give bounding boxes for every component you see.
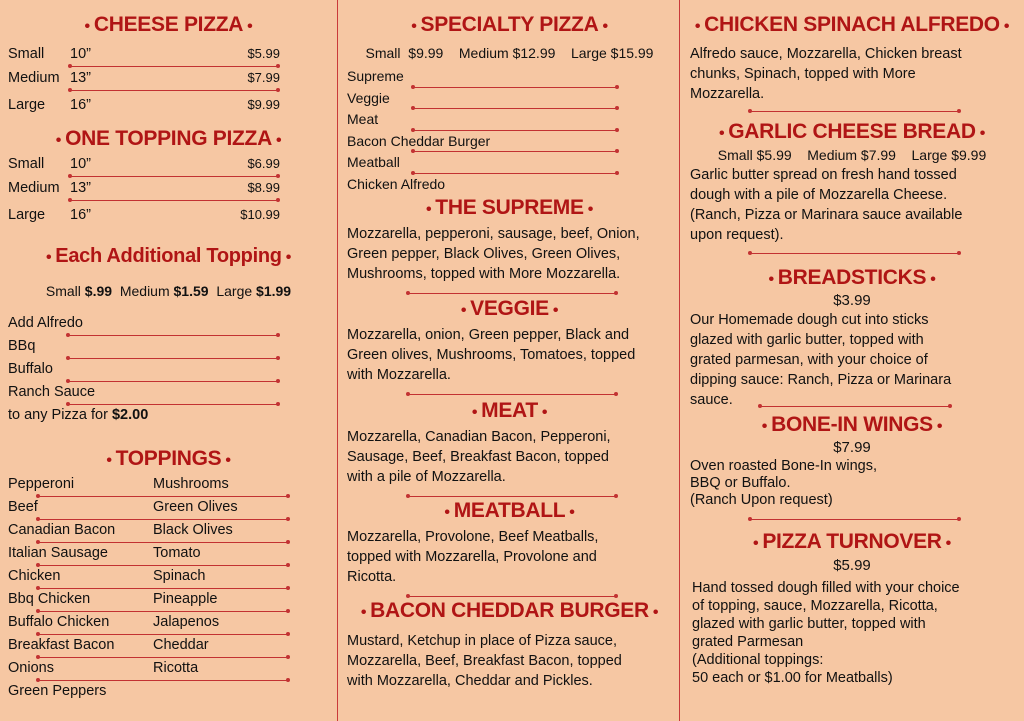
description-line: Mozzarella, Canadian Bacon, Pepperoni, bbox=[347, 429, 611, 445]
price-row: Small 10” $6.99 bbox=[8, 156, 280, 172]
toppings-list bbox=[8, 474, 298, 703]
list-item: Canadian Bacon Black Olives bbox=[8, 522, 233, 538]
description-line: 50 each or $1.00 for Meatballs) bbox=[692, 670, 893, 686]
divider bbox=[38, 519, 288, 520]
divider bbox=[408, 496, 616, 497]
size-price-line: Small $.99 Medium $1.59 Large $1.99 bbox=[45, 283, 292, 299]
divider bbox=[760, 406, 950, 407]
toppings-section bbox=[0, 447, 337, 473]
list-item: Onions Ricotta bbox=[8, 660, 199, 676]
divider bbox=[413, 151, 617, 152]
price-row: Medium 13” $8.99 bbox=[8, 180, 280, 196]
divider bbox=[413, 108, 617, 109]
list-item: BBq bbox=[8, 338, 36, 354]
list-item: Buffalo Chicken Jalapenos bbox=[8, 614, 220, 630]
section-title: • TOPPINGS • bbox=[106, 447, 231, 470]
additional-items-list bbox=[8, 313, 278, 427]
list-item: Chicken Spinach bbox=[8, 568, 206, 584]
section-title: • CHICKEN SPINACH ALFREDO • bbox=[694, 13, 1010, 36]
description-line: Garlic butter spread on fresh hand tossed bbox=[690, 167, 957, 183]
list-item: Italian Sausage Tomato bbox=[8, 545, 201, 561]
cheese-pizza-prices bbox=[8, 44, 298, 117]
section-title: • BACON CHEDDAR BURGER • bbox=[360, 599, 659, 622]
description-line: Ricotta. bbox=[347, 569, 397, 585]
section-title: • GARLIC CHEESE BREAD • bbox=[718, 120, 986, 143]
section-title: • PIZZA TURNOVER • bbox=[753, 530, 951, 553]
description-line: Green pepper, Black Olives, Green Olives, bbox=[347, 246, 621, 262]
description-line: BBQ or Buffalo. bbox=[690, 475, 791, 491]
description-line: with Mozzarella, Cheddar and Pickles. bbox=[347, 673, 593, 689]
list-item: Bacon Cheddar Burger bbox=[347, 132, 491, 149]
divider bbox=[408, 596, 616, 597]
price-row: Small 10” $5.99 bbox=[8, 46, 280, 62]
divider bbox=[38, 588, 288, 589]
description-line: with Mozzarella. bbox=[347, 367, 451, 383]
specialty-list bbox=[347, 66, 617, 194]
price-row: Large 16” $10.99 bbox=[8, 207, 280, 223]
price-row: Medium 13” $7.99 bbox=[8, 70, 280, 86]
bacon-cheddar-burger-section bbox=[338, 599, 681, 691]
description-line: Sausage, Beef, Breakfast Bacon, topped bbox=[347, 449, 609, 465]
list-item: Beef Green Olives bbox=[8, 499, 238, 515]
divider bbox=[38, 657, 288, 658]
list-item: Bbq Chicken Pineapple bbox=[8, 591, 218, 607]
section-title: • ONE TOPPING PIZZA • bbox=[55, 127, 282, 150]
description-line: Green olives, Mushrooms, Tomatoes, topped bbox=[347, 347, 636, 363]
list-item: Chicken Alfredo bbox=[347, 175, 446, 192]
section-title: • THE SUPREME • bbox=[425, 196, 593, 219]
divider bbox=[38, 542, 288, 543]
list-item: to any Pizza for $2.00 bbox=[8, 407, 149, 423]
description-line: topped with Mozzarella, Provolone and bbox=[347, 549, 597, 565]
divider bbox=[408, 293, 616, 294]
description-line: dough with a pile of Mozzarella Cheese. bbox=[690, 187, 948, 203]
section-title: • CHEESE PIZZA • bbox=[84, 13, 253, 36]
section-title: • MEATBALL • bbox=[444, 499, 575, 522]
description-line: Mozzarella, Beef, Breakfast Bacon, topped bbox=[347, 653, 622, 669]
divider bbox=[70, 200, 278, 201]
list-item: Supreme bbox=[347, 68, 404, 84]
section-title: • SPECIALTY PIZZA • bbox=[411, 13, 608, 36]
description-line: Mozzarella, Provolone, Beef Meatballs, bbox=[347, 529, 599, 545]
section-title: • VEGGIE • bbox=[460, 297, 559, 320]
divider bbox=[38, 496, 288, 497]
additional-topping-sizes bbox=[0, 282, 337, 300]
description-line: Our Homemade dough cut into sticks bbox=[690, 312, 929, 328]
description-line: chunks, Spinach, topped with More bbox=[690, 66, 916, 82]
section-title: • BREADSTICKS • bbox=[768, 266, 936, 289]
description-line: Mozzarella. bbox=[690, 86, 765, 102]
cheese-pizza-section bbox=[0, 13, 337, 39]
item-price: $7.99 bbox=[833, 439, 871, 456]
description-line: Hand tossed dough filled with your choice bbox=[692, 580, 960, 596]
divider bbox=[70, 90, 278, 91]
veggie-section bbox=[338, 297, 681, 395]
list-item: Meatball bbox=[347, 154, 400, 170]
list-item: Buffalo bbox=[8, 361, 53, 377]
specialty-pizza-section bbox=[338, 13, 681, 62]
description-line: glazed with garlic butter, topped with bbox=[692, 616, 926, 632]
description-line: Mushrooms, topped with More Mozzarella. bbox=[347, 266, 621, 282]
description-line: glazed with garlic butter, topped with bbox=[690, 332, 924, 348]
list-item: Meat bbox=[347, 111, 379, 127]
description-line: grated parmesan, with your choice of bbox=[690, 352, 928, 368]
one-topping-prices bbox=[8, 154, 298, 227]
description-line: Mozzarella, pepperoni, sausage, beef, Onion, bbox=[347, 226, 640, 242]
description-line: (Ranch, Pizza or Marinara sauce available bbox=[690, 207, 963, 223]
description-line: Oven roasted Bone-In wings, bbox=[690, 458, 877, 474]
divider bbox=[413, 173, 617, 174]
list-item: Breakfast Bacon Cheddar bbox=[8, 637, 209, 653]
divider bbox=[750, 253, 959, 254]
size-price-line: Small $9.99 Medium $12.99 Large $15.99 bbox=[365, 45, 654, 61]
list-item: Ranch Sauce bbox=[8, 384, 96, 400]
divider bbox=[750, 111, 959, 112]
description-line: of topping, sauce, Mozzarella, Ricotta, bbox=[692, 598, 938, 614]
price-row: Large 16” $9.99 bbox=[8, 97, 280, 113]
description-line: sauce. bbox=[690, 392, 733, 408]
additional-topping-section bbox=[0, 244, 337, 270]
description-line: Alfredo sauce, Mozzarella, Chicken breast bbox=[690, 46, 962, 62]
section-title: • BONE-IN WINGS • bbox=[761, 413, 943, 436]
section-title: • MEAT • bbox=[471, 399, 548, 422]
supreme-section bbox=[338, 196, 681, 294]
divider bbox=[70, 66, 278, 67]
divider bbox=[413, 87, 617, 88]
description-line: (Ranch Upon request) bbox=[690, 492, 833, 508]
item-price: $5.99 bbox=[833, 557, 871, 574]
description-line: (Additional toppings: bbox=[692, 652, 824, 668]
divider bbox=[750, 519, 959, 520]
list-item: Pepperoni Mushrooms bbox=[8, 476, 229, 492]
menu-column-3 bbox=[680, 0, 1024, 721]
description-line: with a pile of Mozzarella. bbox=[347, 469, 506, 485]
description-line: upon request). bbox=[690, 227, 784, 243]
divider bbox=[38, 634, 288, 635]
garlic-cheese-bread-section bbox=[680, 120, 1024, 254]
description-line: grated Parmesan bbox=[692, 634, 804, 650]
divider bbox=[38, 565, 288, 566]
breadsticks-section bbox=[680, 266, 1024, 410]
bone-in-wings-section bbox=[680, 413, 1024, 520]
one-topping-section bbox=[0, 127, 337, 153]
menu-column-1 bbox=[0, 0, 337, 721]
divider bbox=[38, 680, 288, 681]
list-item: Veggie bbox=[347, 89, 390, 106]
description-line: Mozzarella, onion, Green pepper, Black and bbox=[347, 327, 630, 343]
description-line: Mustard, Ketchup in place of Pizza sauce, bbox=[347, 633, 618, 649]
divider bbox=[70, 176, 278, 177]
menu-column-2 bbox=[337, 0, 680, 721]
divider bbox=[38, 611, 288, 612]
divider bbox=[408, 394, 616, 395]
description-line: dipping sauce: Ranch, Pizza or Marinara bbox=[690, 372, 952, 388]
pizza-turnover-section bbox=[680, 530, 1024, 687]
chicken-spinach-alfredo-section bbox=[680, 13, 1024, 112]
size-price-line: Small $5.99 Medium $7.99 Large $9.99 bbox=[717, 147, 987, 163]
meatball-section bbox=[338, 499, 681, 597]
list-item: Green Peppers bbox=[8, 683, 107, 699]
meat-section bbox=[338, 399, 681, 497]
section-title: • Each Additional Topping • bbox=[45, 245, 292, 267]
item-price: $3.99 bbox=[833, 292, 871, 309]
list-item: Add Alfredo bbox=[8, 315, 83, 331]
divider bbox=[413, 130, 617, 131]
